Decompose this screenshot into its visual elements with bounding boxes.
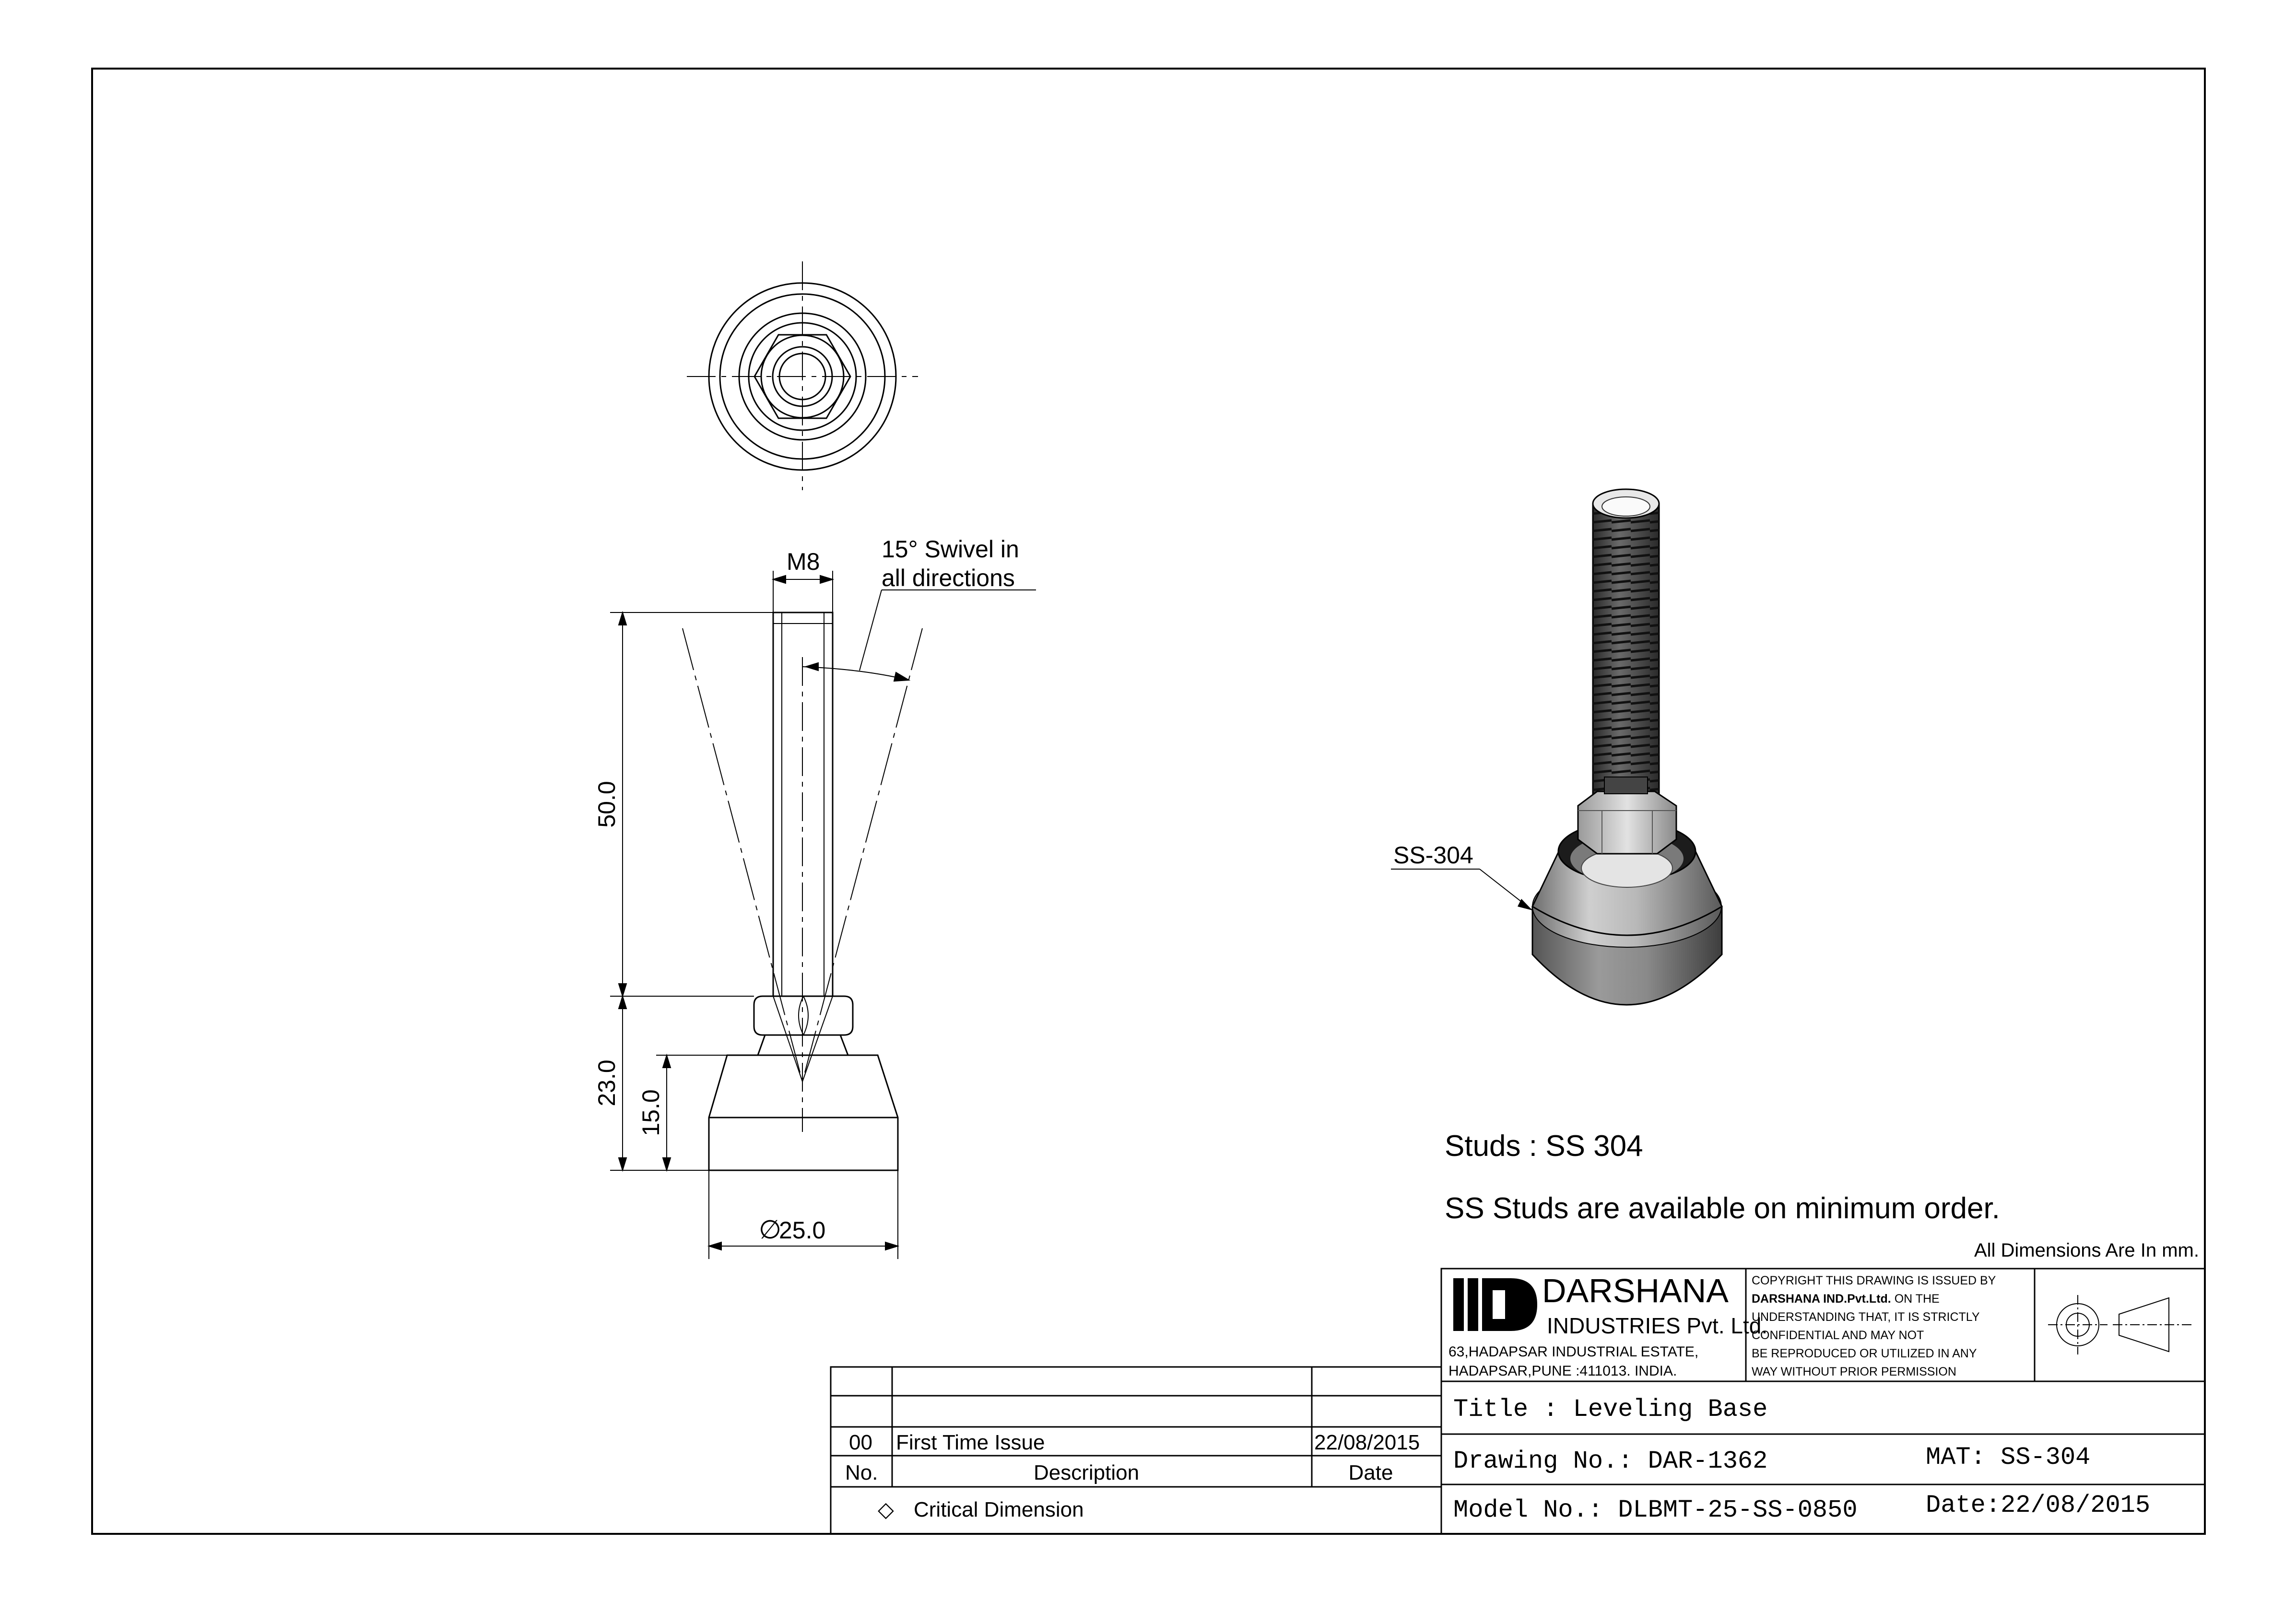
thread-size-label: M8 [787,548,820,575]
revision-header-date: Date [1348,1461,1393,1484]
material-callout-label: SS-304 [1393,842,1473,869]
company-logo [1453,1278,1537,1331]
drawing-number: Drawing No.: DAR-1362 [1453,1447,1768,1475]
projection-symbol [2048,1295,2192,1354]
overall-base-height-label: 23.0 [593,1059,620,1107]
iso-nut [1578,791,1676,854]
revision-table-text [845,1431,1420,1521]
stud-length-label: 50.0 [593,781,620,828]
revision-date: 22/08/2015 [1314,1431,1420,1454]
dimension-lines [610,571,1036,1259]
revision-description: First Time Issue [896,1431,1045,1454]
front-view [683,612,922,1170]
notes [1445,1130,2199,1261]
drawing-date: Date:22/08/2015 [1926,1491,2151,1519]
model-number: Model No.: DLBMT-25-SS-0850 [1453,1496,1858,1524]
svg-text:BE REPRODUCED OR UTILIZED IN A: BE REPRODUCED OR UTILIZED IN ANY [1752,1347,1977,1360]
company-subtitle: INDUSTRIES Pvt. Ltd. [1547,1313,1768,1338]
title-block-text [1453,1395,2150,1524]
material-callout [1391,842,1532,910]
drawing-title: Title : Leveling Base [1453,1395,1768,1424]
diameter-symbol: ∅ [759,1215,782,1244]
revision-header-description: Description [1033,1461,1140,1484]
studs-note: Studs : SS 304 [1445,1130,1643,1163]
base-height-label: 15.0 [637,1089,664,1136]
nut-outline [754,996,853,1035]
top-view [687,261,918,490]
svg-text:WAY WITHOUT PRIOR PERMISSION: WAY WITHOUT PRIOR PERMISSION [1752,1365,1956,1378]
swivel-label-line2: all directions [882,565,1015,591]
copyright-notice [1752,1274,1996,1378]
svg-text:COPYRIGHT THIS DRAWING IS ISSU: COPYRIGHT THIS DRAWING IS ISSUED BY [1752,1274,1996,1287]
base-diameter-label: 25.0 [779,1217,826,1244]
critical-dimension-icon: ◇ [878,1498,894,1521]
svg-text:CONFIDENTIAL AND MAY NOT: CONFIDENTIAL AND MAY NOT [1752,1329,1924,1342]
company-address-line2: HADAPSAR,PUNE :411013. INDIA. [1448,1363,1677,1379]
units-note: All Dimensions Are In mm. [1974,1240,2199,1261]
revision-number: 00 [849,1431,872,1454]
revision-header-no: No. [845,1461,878,1484]
base-outline [709,1055,898,1170]
svg-text:UNDERSTANDING THAT, IT IS STRI: UNDERSTANDING THAT, IT IS STRICTLY [1752,1310,1980,1324]
isometric-view [1532,489,1722,1005]
svg-text:DARSHANA IND.Pvt.Ltd. ON THE: DARSHANA IND.Pvt.Ltd. ON THE [1752,1292,1940,1306]
company-address-line1: 63,HADAPSAR INDUSTRIAL ESTATE, [1448,1344,1699,1360]
company-name: DARSHANA [1542,1272,1729,1309]
dimension-labels [593,536,1019,1244]
swivel-label-line1: 15° Swivel in [882,536,1019,563]
availability-note: SS Studs are available on minimum order. [1445,1192,2000,1225]
material: MAT: SS-304 [1926,1443,2091,1472]
critical-dimension-label: Critical Dimension [914,1498,1084,1521]
